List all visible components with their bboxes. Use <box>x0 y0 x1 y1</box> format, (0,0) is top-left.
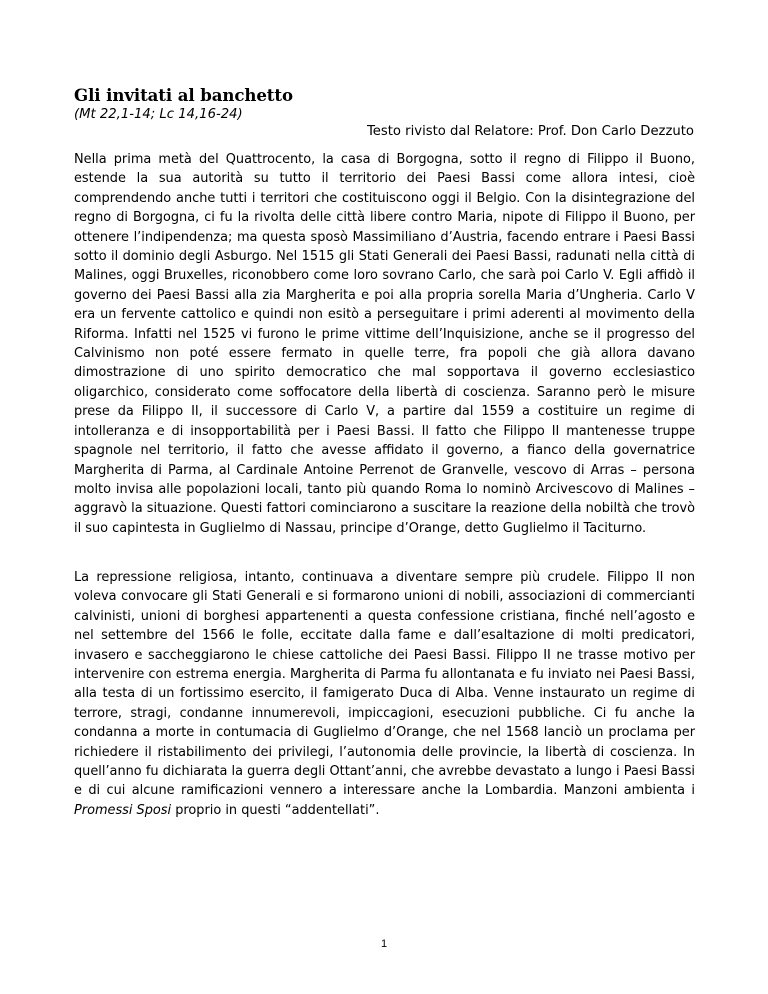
paragraph-1: Nella prima metà del Quattrocento, la casa di Borgogna, sotto il regno di Filippo il Buono, estende la sua autorità su tutto il territorio dei Paesi Bassi come allora intesi, cioè comprendendo anche tutti i territori che costituiscono oggi il Belgio. Con la disintegrazione del regno di Borgogna, ci fu la rivolta delle città libere contro Maria, nipote di Filippo il Buono, per ottenere l’indipendenza; ma questa sposò Massimiliano d’Austria, facendo entrare i Paesi Bassi sotto il dominio degli Asburgo. Nel 1515 gli Stati Generali dei Paesi Bassi, radunati nella città di Malines, oggi Bruxelles, riconobbero come loro sovrano Carlo, che sarà poi Carlo V. Egli affidò il governo dei Paesi Bassi alla zia Margherita e poi alla propria sorella Maria d’Ungheria. Carlo V era un fervente cattolico e quindi non esitò a perseguitare i primi aderenti al movimento della Riforma. Infatti nel 1525 vi furono le prime vittime dell’Inquisizione, anche se il progresso del Calvinismo non poté essere fermato in quelle terre, fra popoli che già allora davano dimostrazione di uno spirito democratico che mal sopportava il governo ecclesiastico oligarchico, considerato come soffocatore della libertà di coscienza. Saranno però le misure prese da Filippo II, il successore di Carlo V, a partire dal 1559 a costituire un regime di intolleranza e di insopportabilità per i Paesi Bassi. Il fatto che Filippo II mantenesse truppe spagnole nel territorio, il fatto che avesse affidato il governo, a fianco della governatrice Margherita di Parma, al Cardinale Antoine Perrenot de Granvelle, vescovo di Arras – persona molto invisa alle popolazioni locali, tanto più quando Roma lo nominò Arcivescovo di Malines – aggravò la situazione. Questi fattori cominciarono a suscitare la reazione della nobiltà che trovò il suo capintesta in Guglielmo di Nassau, principe d’Orange, detto Guglielmo il Taciturno. <box>74 152 695 536</box>
page-number: 1 <box>380 938 388 950</box>
book-title-italic: Promessi Sposi <box>74 802 172 818</box>
paragraph-2 <box>74 568 695 820</box>
paragraph-2-text-end: proprio in questi “addentellati”. <box>171 802 380 818</box>
scripture-references: (Mt 22,1-14; Lc 14,16-24) <box>74 107 243 122</box>
document-title: Gli invitati al banchetto <box>74 85 293 105</box>
author-note: Testo rivisto dal Relatore: Prof. Don Carlo Dezzuto <box>366 124 694 139</box>
paragraph-2-text-start: La repressione religiosa, intanto, continuava a diventare sempre più crudele. Filippo II non voleva convocare gli Stati Generali e si formarono unioni di nobili, associazioni di commercianti calvinisti, unioni di borghesi appartenenti a questa confessione cristiana, finché nell’agosto e nel settembre del 1566 le folle, eccitate dalla fame e dall’esaltazione di molti predicatori, invasero e saccheggiarono le chiese cattoliche dei Paesi Bassi. Filippo II ne trasse motivo per intervenire con estrema energia. Margherita di Parma fu allontanata e fu inviato nei Paesi Bassi, alla testa di un fortissimo esercito, il famigerato Duca di Alba. Venne instaurato un regime di terrore, stragi, condanne innumerevoli, impiccagioni, esecuzioni pubbliche. Ci fu anche la condanna a morte in contumacia di Guglielmo d’Orange, che nel 1568 lanciò un proclama per richiedere il ristabilimento dei privilegi, l’autonomia delle provincie, la libertà di coscienza. In quell’anno fu dichiarata la guerra degli Ottant’anni, che avrebbe devastato a lungo i Paesi Bassi e di cui alcune ramificazioni vennero a interessare anche la Lombardia. Manzoni ambienta i <box>74 570 695 799</box>
